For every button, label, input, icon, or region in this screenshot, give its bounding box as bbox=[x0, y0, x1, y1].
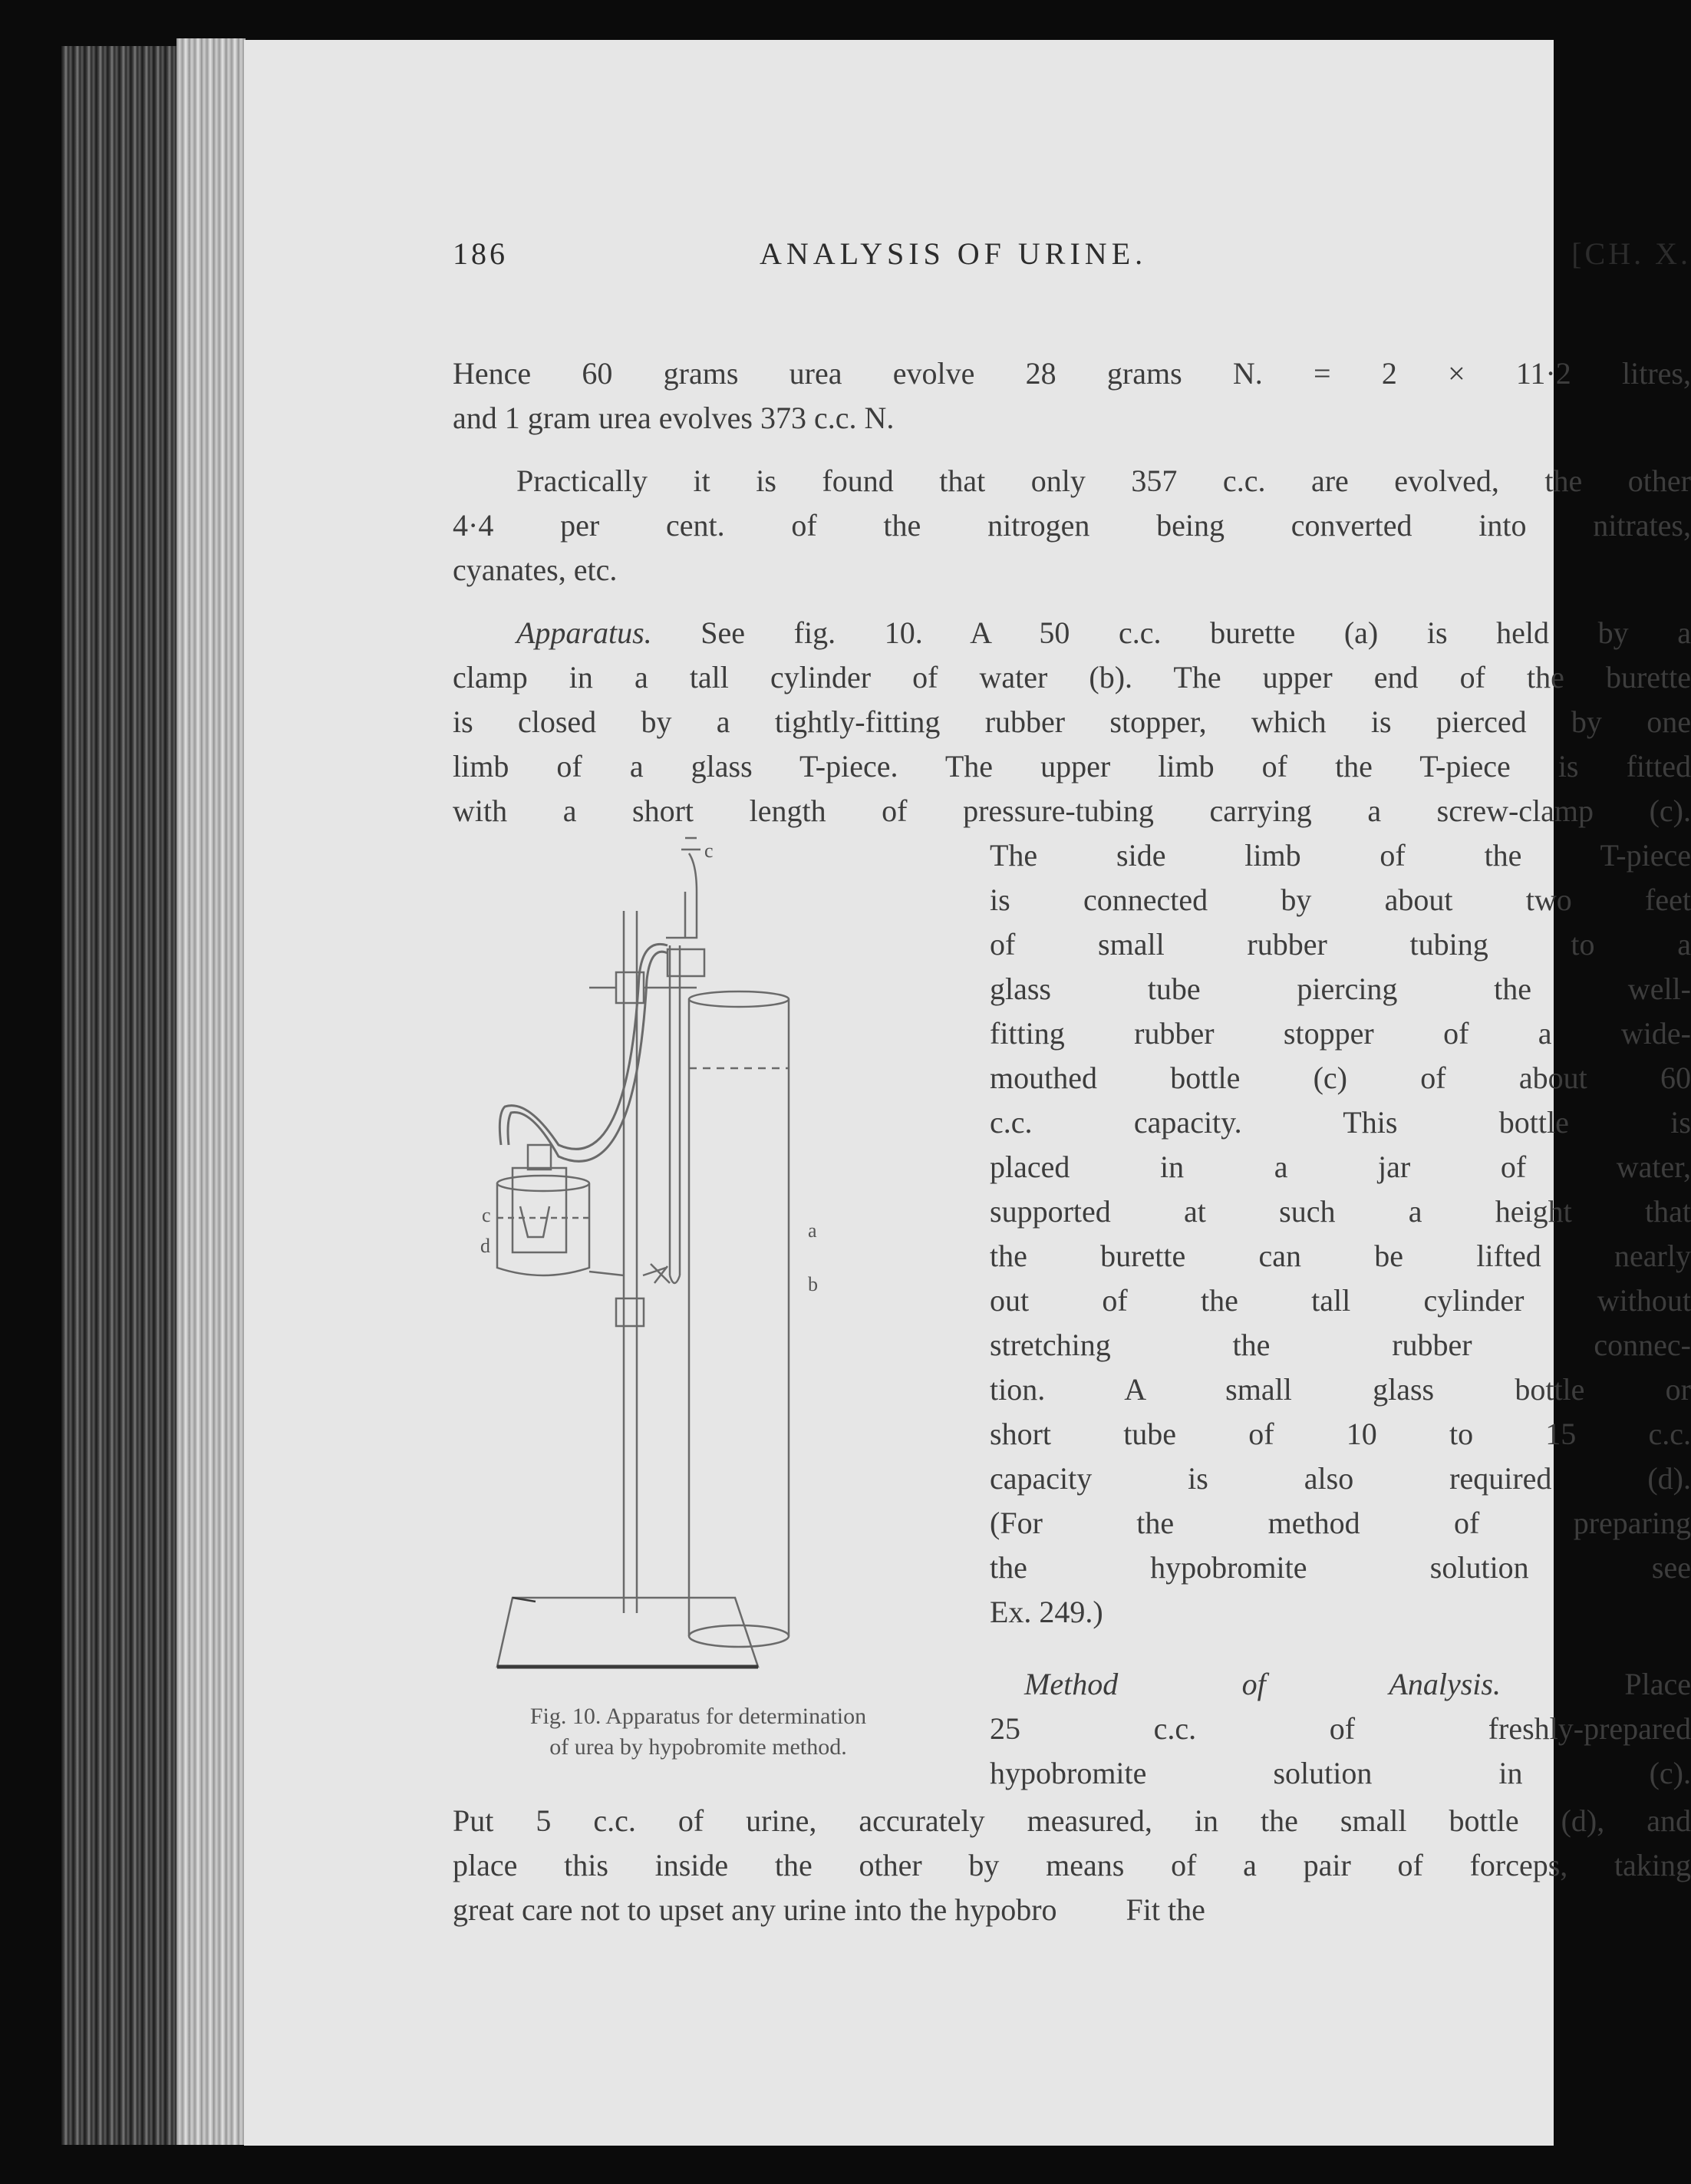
text-line: short tube of 10 to 15 c.c. bbox=[990, 1417, 1691, 1451]
stand-base bbox=[497, 1598, 758, 1667]
text-line: and 1 gram urea evolves 373 c.c. N. bbox=[453, 401, 895, 435]
caption-line: Fig. 10. Apparatus for determination bbox=[529, 1704, 867, 1729]
page-number: 186 bbox=[453, 236, 508, 271]
text-line: of small rubber tubing to a bbox=[990, 927, 1691, 962]
chapter-reference: [CH. X. bbox=[1571, 236, 1691, 271]
text-line: great care not to upset any urine into the hypobro Fit the bbox=[453, 1892, 1205, 1927]
lower-clamp bbox=[616, 1298, 644, 1326]
text-line: stretching the rubber connec- bbox=[990, 1328, 1691, 1362]
t-piece bbox=[666, 892, 697, 938]
label-c-left: c bbox=[482, 1204, 491, 1226]
text-line bbox=[1024, 1661, 1691, 1707]
text-line: c.c. capacity. This bottle is bbox=[990, 1105, 1691, 1140]
text-line: Ex. 249.) bbox=[990, 1595, 1103, 1629]
small-tube bbox=[520, 1206, 549, 1237]
text-line: hypobromite solution in (c). bbox=[990, 1756, 1691, 1790]
text-line: Practically it is found that only 357 c.c. are evolved, the other bbox=[516, 464, 1691, 498]
method-heading: Method of Analysis. bbox=[1024, 1667, 1501, 1701]
text-line: out of the tall cylinder without bbox=[990, 1283, 1691, 1318]
text-line: with a short length of pressure-tubing carrying a screw-clamp (c). bbox=[453, 793, 1691, 828]
text-line: the hypobromite solution see bbox=[990, 1550, 1691, 1585]
text-line: The side limb of the T-piece bbox=[990, 838, 1691, 873]
page-stack bbox=[176, 38, 246, 2145]
text-span: Place bbox=[1500, 1667, 1691, 1701]
page-header bbox=[453, 236, 1691, 282]
apparatus-figure bbox=[466, 823, 958, 1682]
screw-clamp bbox=[681, 838, 700, 850]
text-line: mouthed bottle (c) of about 60 bbox=[990, 1061, 1691, 1095]
text-line bbox=[516, 610, 1691, 656]
tall-cylinder bbox=[689, 999, 789, 1636]
text-line: cyanates, etc. bbox=[453, 553, 618, 587]
book-page bbox=[244, 40, 1691, 2146]
text-line: Hence 60 grams urea evolve 28 grams N. = 2 × 11·2 litres, bbox=[453, 356, 1691, 391]
text-line: limb of a glass T-piece. The upper limb of the T-piece is fitted bbox=[453, 749, 1691, 784]
running-title: ANALYSIS OF URINE. bbox=[760, 236, 1148, 271]
text-line: the burette can be lifted nearly bbox=[990, 1239, 1691, 1273]
text-line: is connected by about two feet bbox=[990, 883, 1691, 917]
label-b: b bbox=[808, 1273, 818, 1295]
figure-caption bbox=[453, 1701, 944, 1763]
text-line: clamp in a tall cylinder of water (b). The upper end of the burette bbox=[453, 660, 1691, 694]
burette bbox=[670, 945, 680, 1275]
label-c-top: c bbox=[704, 840, 714, 862]
text-line: place this inside the other by means of a pair of forceps, taking bbox=[453, 1848, 1691, 1882]
text-line: Put 5 c.c. of urine, accurately measured, in the small bottle (d), and bbox=[453, 1803, 1691, 1838]
text-line: (For the method of preparing bbox=[990, 1506, 1691, 1540]
text-line: glass tube piercing the well- bbox=[990, 972, 1691, 1006]
text-line: tion. A small glass bottle or bbox=[990, 1372, 1691, 1407]
caption-line: of urea by hypobromite method. bbox=[549, 1734, 847, 1760]
label-a: a bbox=[808, 1219, 817, 1242]
text-line: is closed by a tightly-fitting rubber stopper, which is pierced by one bbox=[453, 704, 1691, 739]
text-line: placed in a jar of water, bbox=[990, 1150, 1691, 1184]
text-line: fitting rubber stopper of a wide- bbox=[990, 1016, 1691, 1051]
text-line: capacity is also required (d). bbox=[990, 1461, 1691, 1496]
text-line: supported at such a height that bbox=[990, 1194, 1691, 1229]
label-d: d bbox=[480, 1235, 490, 1257]
text-line: 4·4 per cent. of the nitrogen being converted into nitrates, bbox=[453, 508, 1691, 543]
water-jar bbox=[497, 1183, 589, 1275]
rubber-tubing bbox=[499, 944, 668, 1149]
text-span: See fig. 10. A 50 c.c. burette (a) is held by a bbox=[651, 615, 1691, 650]
text-line: 25 c.c. of freshly-prepared bbox=[990, 1711, 1691, 1746]
apparatus-heading: Apparatus. bbox=[516, 615, 652, 650]
